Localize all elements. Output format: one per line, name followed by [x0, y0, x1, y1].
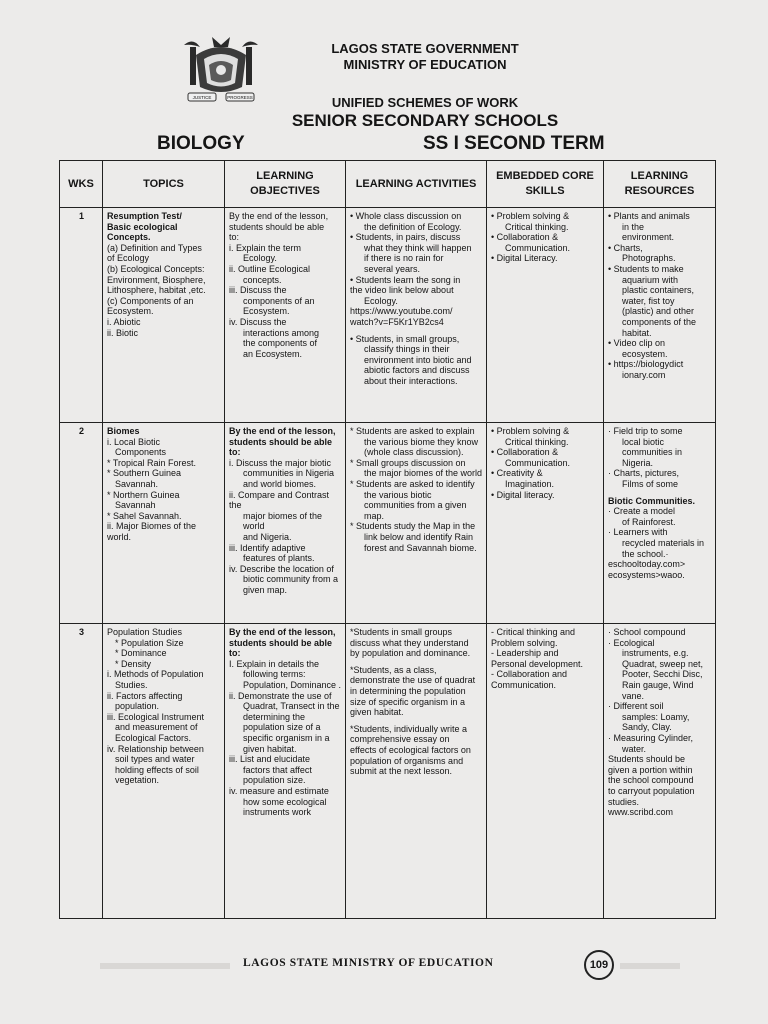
cell-line: Ecology. [364, 295, 398, 306]
cell-line: Concepts. [107, 232, 151, 243]
footer-text: LAGOS STATE MINISTRY OF EDUCATION [243, 957, 494, 969]
cell-line: • Video clip on [608, 338, 666, 349]
cell-line: · Ecological [608, 637, 655, 648]
cell-line: Components [115, 447, 167, 458]
cell-line: (whole class discussion). [364, 447, 464, 458]
objectives-cell [225, 624, 346, 919]
cell-line: local biotic [622, 436, 665, 447]
cell-line: • Creativity & [491, 468, 543, 479]
cell-line: • Digital Literacy. [491, 253, 558, 264]
cell-line: components of an [243, 295, 315, 306]
cell-line: students should be able [229, 436, 333, 447]
cell-line: Basic ecological [107, 221, 178, 232]
cell-line: * Southern Guinea [107, 468, 182, 479]
cell-line: * Students are asked to explain [350, 426, 475, 436]
cell-line: Imagination. [505, 478, 555, 489]
table-row [60, 423, 716, 624]
cell-line: ecosystem. [622, 348, 668, 359]
cell-line: how some ecological [243, 796, 327, 807]
skills-cell [487, 423, 604, 624]
cell-line[interactable]: watch?v=F5Kr1YB2cs4 [350, 316, 444, 327]
ministry-name: MINISTRY OF EDUCATION [343, 57, 507, 72]
cell-line: Sandy, Clay. [622, 722, 672, 733]
cell-line: Population, Dominance . [243, 679, 342, 690]
cell-line: what they think will happen [364, 242, 472, 253]
cell-line: i. Abiotic [107, 316, 141, 327]
cell-line: Rain gauge, Wind [622, 679, 694, 690]
cell-line: communities in Nigeria [243, 468, 335, 479]
cell-line: ii. Biotic [107, 327, 139, 338]
cell-line: link below and identify Rain [364, 531, 474, 542]
cell-line: • Digital literacy. [491, 489, 555, 500]
cell-line: Ecological Factors. [115, 732, 192, 743]
cell-line: *Students in small groups [350, 627, 453, 637]
cell-line: components of the [622, 316, 697, 327]
cell-line: studies. [608, 796, 640, 807]
cell-line: · Different soil [608, 701, 664, 712]
cell-line: - Leadership and [491, 648, 559, 659]
cell-line: By the end of the lesson, [229, 426, 336, 436]
cell-line: • Charts, [608, 242, 643, 253]
cell-line: population of organisms and [350, 755, 464, 766]
cell-line: abiotic factors and discuss [364, 365, 470, 376]
cell-line: demonstrate the use of quadrat [350, 675, 476, 686]
column-header: TOPICS [103, 161, 225, 208]
cell-line: eschooltoday.com> [608, 559, 686, 570]
column-header: LEARNING RESOURCES [604, 161, 716, 208]
cell-line: * Dominance [115, 648, 167, 659]
topics-cell [103, 624, 225, 919]
cell-line: given a portion within [608, 764, 693, 775]
scheme-heading [250, 95, 600, 131]
government-heading [300, 41, 550, 73]
cell-line: Communication. [505, 457, 571, 468]
cell-line: Resumption Test/ [107, 211, 182, 221]
cell-line: plastic containers, [622, 285, 695, 296]
cell-line: • Plants and animals [608, 211, 690, 221]
cell-line: biotic community from a [243, 574, 339, 585]
skills-cell [487, 624, 604, 919]
cell-line: - Collaboration and [491, 669, 568, 680]
crest-motto-left: JUSTICE [192, 95, 212, 100]
cell-line: *Students, as a class, [350, 664, 437, 675]
cell-line: map. [364, 510, 385, 521]
cell-line: population. [115, 701, 160, 712]
cell-line: samples: Loamy, [622, 711, 690, 722]
cell-line: given map. [243, 584, 288, 595]
cell-line: population size. [243, 775, 306, 786]
resources-cell [604, 423, 716, 624]
cell-line: iii. Discuss the [229, 285, 287, 296]
cell-line: By the end of the lesson, [229, 627, 336, 637]
footer-divider [100, 963, 230, 969]
cell-line: world. [107, 531, 132, 542]
footer-divider [620, 963, 680, 969]
cell-line: iv. Relationship between [107, 743, 204, 754]
cell-line: water. [622, 743, 647, 754]
cell-line: iii. Identify adaptive [229, 542, 306, 553]
cell-line: habitat. [622, 327, 652, 338]
cell-line: iv. Describe the location of [229, 563, 334, 574]
cell-line: the school.· [622, 548, 669, 559]
cell-line: Biotic Communities. [608, 495, 696, 506]
cell-line: submit at the next lesson. [350, 766, 453, 777]
cell-line: effects of ecological factors on [350, 744, 471, 755]
cell-line: ecosystems>waoo. [608, 569, 685, 580]
table-row [60, 624, 716, 919]
cell-line: and measurement of [115, 722, 198, 733]
cell-line: Quadrat, Transect in the [243, 701, 340, 712]
cell-line: (plastic) and other [622, 306, 695, 317]
cell-line: • Collaboration & [491, 232, 559, 243]
cell-line: · Charts, pictures, [608, 468, 680, 479]
cell-line: Films of some [622, 478, 679, 489]
cell-line: the definition of Ecology. [364, 221, 462, 232]
cell-line: following terms: [243, 669, 306, 680]
cell-line: of Ecology [107, 253, 150, 264]
cell-line: students should be able [229, 221, 325, 232]
cell-line: * Students are asked to identify [350, 478, 475, 489]
cell-line: Ecology. [243, 253, 277, 264]
cell-line: factors that affect [243, 764, 312, 775]
cell-line: forest and Savannah biome. [364, 542, 477, 553]
cell-line: several years. [364, 263, 421, 274]
cell-line: the various biome they know [364, 436, 479, 447]
cell-line: environment into biotic and [364, 354, 472, 365]
cell-line: by population and dominance. [350, 648, 471, 659]
cell-line: * Population Size [115, 637, 184, 648]
cell-line: holding effects of soil [115, 764, 199, 775]
cell-line: communities from a given [364, 500, 467, 511]
cell-line: i. Methods of Population [107, 669, 204, 680]
resources-cell [604, 624, 716, 919]
cell-line: students should be able [229, 637, 333, 648]
cell-line: Biomes [107, 426, 140, 436]
cell-line: ii. Major Biomes of the [107, 521, 197, 532]
cell-line: of Rainforest. [622, 516, 676, 527]
cell-line: to: [229, 447, 241, 458]
cell-line: • Students, in small groups, [350, 333, 460, 344]
cell-line: the video link below about [350, 285, 454, 296]
cell-line: Savannah. [115, 478, 159, 489]
cell-line: Critical thinking. [505, 436, 569, 447]
cell-line: Ecosystem. [107, 306, 154, 317]
cell-line: recycled materials in [622, 537, 705, 548]
cell-line: (b) Ecological Concepts: [107, 263, 205, 274]
cell-line: given habitat. [243, 743, 297, 754]
cell-line: www.scribd.com [608, 807, 674, 818]
cell-line: ii. Outline Ecological [229, 263, 311, 274]
cell-line: to: [229, 648, 241, 659]
cell-line: * Tropical Rain Forest. [107, 457, 197, 468]
government-name: LAGOS STATE GOVERNMENT [331, 41, 519, 56]
cell-line: (c) Components of an [107, 295, 194, 306]
cell-line: in the [622, 221, 645, 232]
cell-line: about their interactions. [364, 375, 458, 386]
cell-line: · Learners with [608, 527, 668, 538]
cell-line: * Northern Guinea [107, 489, 180, 500]
cell-line: soil types and water [115, 754, 195, 765]
cell-line: communities in [622, 447, 683, 458]
cell-line: concepts. [243, 274, 282, 285]
objectives-cell [225, 423, 346, 624]
cell-line: ii. Factors affecting [107, 690, 183, 701]
scheme-title: UNIFIED SCHEMES OF WORK [331, 95, 519, 110]
cell-line: Communication. [491, 679, 557, 690]
column-header: EMBEDDED CORE SKILLS [487, 161, 604, 208]
cell-line: Critical thinking. [505, 221, 569, 232]
cell-line: · School compound [608, 627, 686, 637]
objectives-cell [225, 208, 346, 423]
cell-line: * Small groups discussion on [350, 457, 466, 468]
cell-line: the school compound [608, 775, 694, 786]
cell-line: and world biomes. [243, 478, 317, 489]
cell-line: ionary.com [622, 369, 666, 380]
cell-line: and Nigeria. [243, 531, 292, 542]
cell-line: vegetation. [115, 775, 160, 786]
cell-line: size of specific organism in a [350, 696, 466, 707]
column-header: WKS [60, 161, 103, 208]
column-header: LEARNING OBJECTIVES [225, 161, 346, 208]
cell-line: * Density [115, 658, 152, 669]
cell-line: - Critical thinking and [491, 627, 576, 637]
cell-line: Studies. [115, 679, 148, 690]
cell-line: classify things in their [364, 344, 450, 355]
cell-line: Students should be [608, 754, 686, 765]
cell-line: i. Discuss the major biotic [229, 457, 332, 468]
cell-line: Pooter, Secchi Disc, [622, 669, 703, 680]
cell-line: ii. Demonstrate the use of [229, 690, 332, 701]
cell-line: in determining the population [350, 685, 466, 696]
table-header-row [60, 161, 716, 208]
cell-line: features of plants. [243, 553, 315, 564]
cell-line: Personal development. [491, 658, 584, 669]
cell-line: Photographs. [622, 253, 676, 264]
week-number: 1 [60, 208, 103, 423]
cell-line: the components of [243, 338, 318, 349]
cell-line: instruments work [243, 807, 312, 818]
cell-line: Population Studies [107, 627, 183, 637]
cell-line: · Measuring Cylinder, [608, 732, 694, 743]
cell-line: I. Explain in details the [229, 658, 320, 669]
cell-line: iv. measure and estimate [229, 785, 329, 796]
cell-line: determining the [243, 711, 306, 722]
cell-line: population size of a [243, 722, 321, 733]
cell-line: discuss what they understand [350, 637, 469, 648]
topics-cell [103, 208, 225, 423]
cell-line: i. Local Biotic [107, 436, 161, 447]
cell-line: interactions among [243, 327, 320, 338]
cell-line: i. Explain the term [229, 242, 302, 253]
cell-line: the various biotic [364, 489, 432, 500]
cell-line: • Problem solving & [491, 211, 570, 221]
page-number: 109 [584, 950, 614, 980]
cell-line[interactable]: https://www.youtube.com/ [350, 306, 453, 317]
cell-line: given habitat. [350, 707, 404, 718]
cell-line: environment. [622, 232, 675, 243]
cell-line: *Students, individually write a [350, 723, 468, 734]
scheme-of-work-table [59, 160, 716, 919]
activities-cell [346, 423, 487, 624]
cell-line: • Problem solving & [491, 426, 570, 436]
week-number: 3 [60, 624, 103, 919]
cell-line: comprehensive essay on [350, 734, 450, 745]
term-title: SS I SECOND TERM [423, 133, 605, 154]
resources-cell [604, 208, 716, 423]
crest-motto-right: PROGRESS [227, 95, 253, 100]
lagos-state-crest-icon [182, 35, 260, 107]
cell-line: iv. Discuss the [229, 316, 287, 327]
cell-line: Quadrat, sweep net, [622, 658, 704, 669]
cell-line: vane. [622, 690, 645, 701]
cell-line: • Collaboration & [491, 447, 559, 458]
cell-line: Problem solving. [491, 637, 558, 648]
activities-cell [346, 624, 487, 919]
cell-line: an Ecosystem. [243, 348, 303, 359]
cell-line: Communication. [505, 242, 571, 253]
skills-cell [487, 208, 604, 423]
cell-line: ii. Compare and Contrast the [229, 489, 330, 511]
cell-line: Ecosystem. [243, 306, 290, 317]
cell-line: iii. Ecological Instrument [107, 711, 205, 722]
cell-line: Savannah [115, 500, 156, 511]
topics-cell [103, 423, 225, 624]
cell-line: major biomes of the world [243, 510, 323, 532]
cell-line: to carryout population [608, 785, 695, 796]
cell-line: By the end of the lesson, [229, 211, 329, 221]
cell-line: · Field trip to some [608, 426, 683, 436]
activities-cell [346, 208, 487, 423]
cell-line: (a) Definition and Types [107, 242, 202, 253]
cell-line: water, fist toy [622, 295, 675, 306]
cell-line: specific organism in a [243, 732, 330, 743]
cell-line: the major biomes of the world [364, 468, 483, 479]
cell-line: • https://biologydict [608, 359, 684, 370]
cell-line: Nigeria. [622, 457, 654, 468]
school-level: SENIOR SECONDARY SCHOOLS [291, 111, 559, 130]
cell-line: • Students learn the song in [350, 274, 461, 285]
cell-line: Environment, Biosphere, [107, 274, 206, 285]
cell-line: • Students, in pairs, discuss [350, 232, 461, 243]
cell-line: • Whole class discussion on [350, 211, 462, 221]
week-number: 2 [60, 423, 103, 624]
cell-line: • Students to make [608, 263, 684, 274]
cell-line: aquarium with [622, 274, 679, 285]
column-header: LEARNING ACTIVITIES [346, 161, 487, 208]
subject-title: BIOLOGY [157, 133, 245, 154]
cell-line: · Create a model [608, 506, 676, 517]
cell-line: * Sahel Savannah. [107, 510, 182, 521]
cell-line: iii. List and elucidate [229, 754, 311, 765]
cell-line: * Students study the Map in the [350, 521, 476, 532]
cell-line: Lithosphere, habitat ,etc. [107, 285, 206, 296]
cell-line: instruments, e.g. [622, 648, 689, 659]
cell-line: if there is no rain for [364, 253, 444, 264]
table-row [60, 208, 716, 423]
cell-line: to: [229, 232, 240, 243]
